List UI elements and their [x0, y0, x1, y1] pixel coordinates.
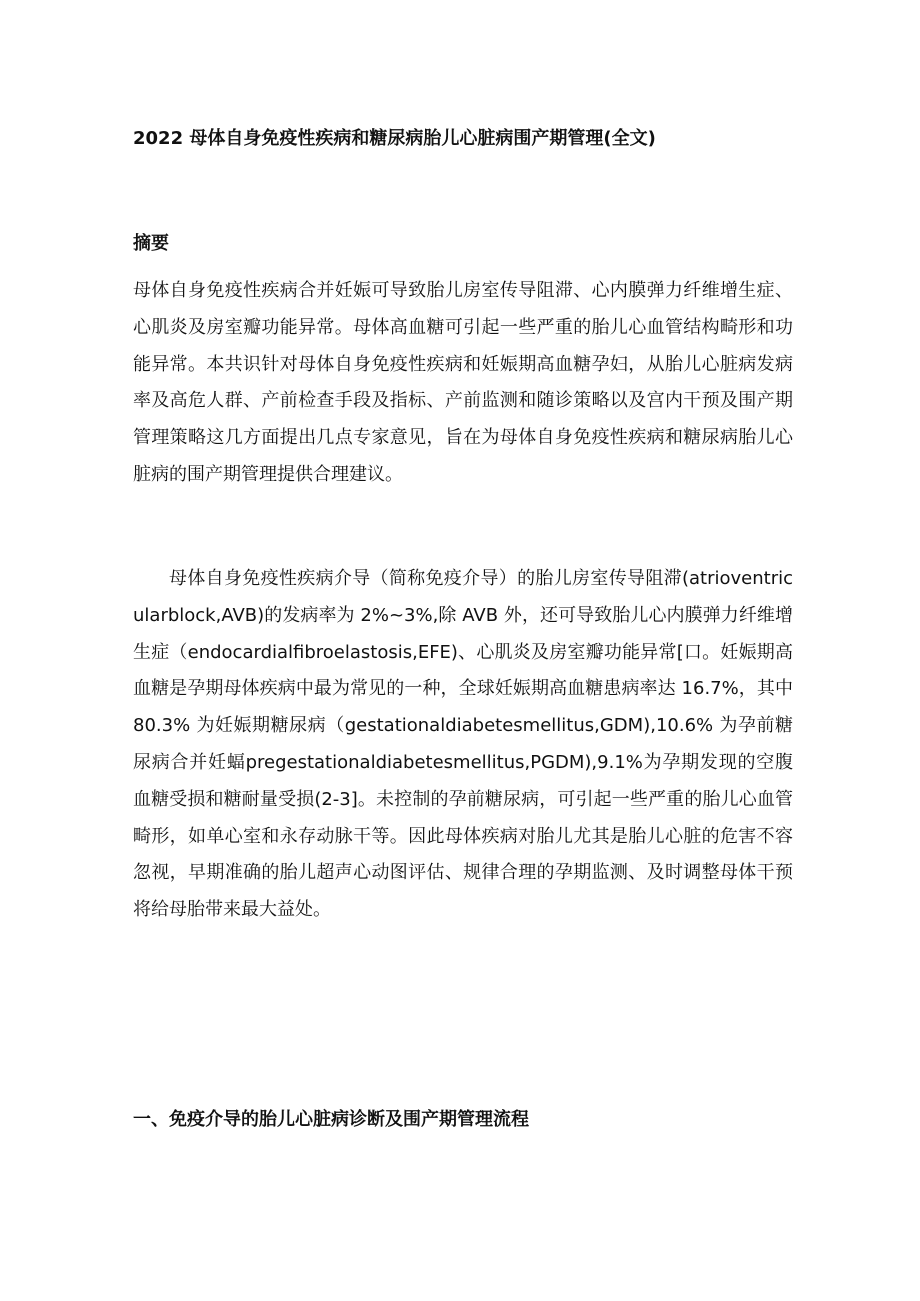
section-heading: 一、免疫介导的胎儿心脏病诊断及围产期管理流程	[133, 1109, 529, 1130]
abstract-paragraph: 母体自身免疫性疾病合并妊娠可导致胎儿房室传导阻滞、心内膜弹力纤维增生症、心肌炎及房室瓣功能异常。母体高血糖可引起一些严重的胎儿心血管结构畸形和功能异常。本共识针对母体自身免疫性疾病和妊娠期高血糖孕妇，从胎儿心脏病发病率及高危人群、产前检查手段及指标、产前监测和随诊策略以及宫内干预及围产期管理策略这几方面提出几点专家意见，旨在为母体自身免疫性疾病和糖尿病胎儿心脏病的围产期管理提供合理建议。	[133, 280, 793, 485]
abstract-heading: 摘要	[133, 233, 169, 254]
document-title: 2022 母体自身免疫性疾病和糖尿病胎儿心脏病围产期管理(全文)	[133, 128, 656, 149]
body-paragraph: 母体自身免疫性疾病介导（简称免疫介导）的胎儿房室传导阻滞(atrioventricularblock,AVB)的发病率为 2%~3%,除 AVB 外，还可导致胎儿心内膜弹力纤维增生症（endocardialfibroelastosis,EFE)、心肌炎及房室瓣功能异常[口。妊娠期高血糖是孕期母体疾病中最为常见的一种，全球妊娠期高血糖患病率达 16.7%，其中 80.3% 为妊娠期糖尿病（gestationaldiabetesmellitus,GDM),10.6% 为孕前糖尿病合并妊蝠pregestationaldiabetesmellitus,PGDM),9.1%为孕期发现的空腹血糖受损和糖耐量受损(2-3]。未控制的孕前糖尿病，可引起一些严重的胎儿心血管畸形，如单心室和永存动脉干等。因此母体疾病对胎儿尤其是胎儿心脏的危害不容忽视，早期准确的胎儿超声心动图评估、规律合理的孕期监测、及时调整母体干预将给母胎带来最大益处。	[133, 568, 793, 921]
